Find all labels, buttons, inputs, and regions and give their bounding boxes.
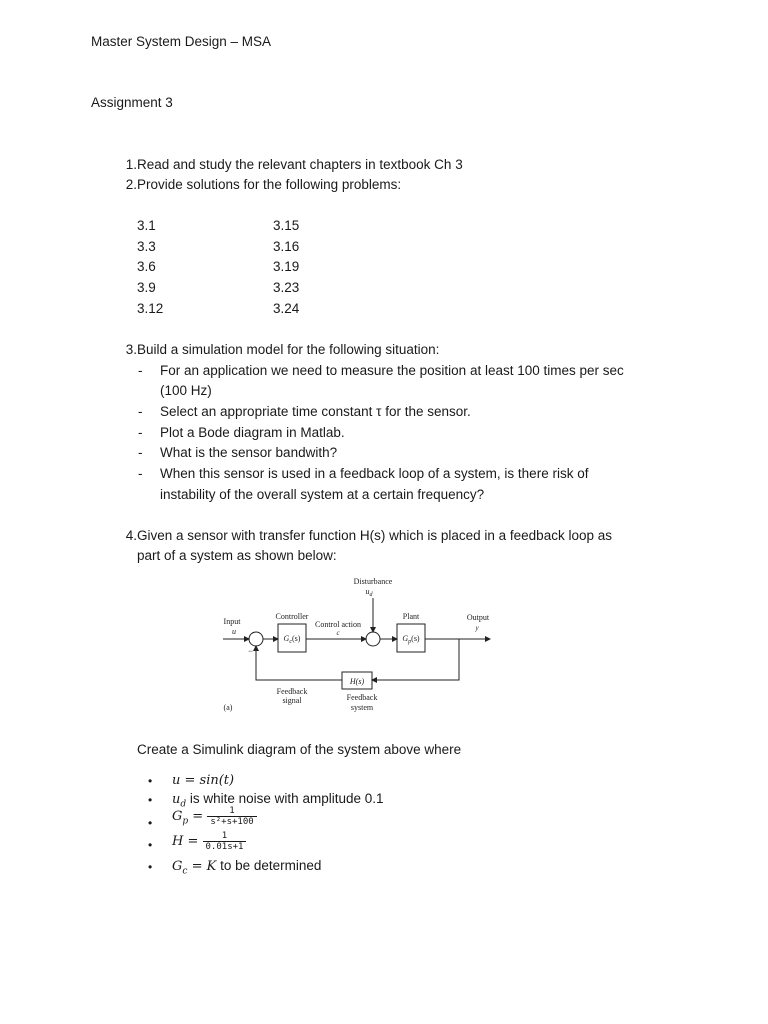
item-4-number: 4. xyxy=(125,528,137,543)
minus-sign: − xyxy=(248,646,254,656)
feedback-signal-label-2: signal xyxy=(282,696,302,705)
disturbance-description: is white noise with amplitude 0.1 xyxy=(186,791,384,806)
simulink-intro: Create a Simulink diagram of the system above where xyxy=(137,742,462,757)
controller-label: Controller xyxy=(275,612,309,621)
subitem-5-line-2: instability of the overall system at a certain frequency? xyxy=(160,487,485,502)
bullet-controller xyxy=(172,858,321,877)
summing-junction-disturbance xyxy=(366,632,380,646)
problem-left-1: 3.1 xyxy=(137,218,156,233)
subitem-1-line-2: (100 Hz) xyxy=(160,383,212,398)
output-symbol: y xyxy=(475,624,479,632)
bullet-plant-equation xyxy=(172,806,257,827)
bullet: • xyxy=(148,838,153,852)
item-4-line-1: Given a sensor with transfer function H(s) which is placed in a feedback loop as xyxy=(137,528,612,543)
assignment-title: Assignment 3 xyxy=(91,95,173,110)
control-action-label: Control action xyxy=(315,620,361,629)
feedback-system-label-1: Feedback xyxy=(346,693,378,702)
subitem-3: Plot a Bode diagram in Matlab. xyxy=(160,425,345,440)
plant-label: Plant xyxy=(402,612,420,621)
bullet: • xyxy=(148,860,153,874)
subitem-dash: - xyxy=(138,466,143,481)
disturbance-label: Disturbance xyxy=(353,577,393,586)
sensor-tf: H(s) xyxy=(349,677,365,686)
bullet: • xyxy=(148,816,153,830)
problem-right-1: 3.15 xyxy=(273,218,300,233)
signal-lines xyxy=(223,598,490,680)
item-1-number: 1. xyxy=(125,157,137,172)
disturbance-symbol: $u_d$ xyxy=(365,587,373,598)
control-action-symbol: c xyxy=(336,629,340,637)
feedback-signal-label-1: Feedback xyxy=(276,687,308,696)
item-2-number: 2. xyxy=(125,177,137,192)
disturbance-var: u xyxy=(172,792,181,807)
equals-sign: = xyxy=(188,809,204,824)
item-2-text: Provide solutions for the following problems: xyxy=(137,177,402,192)
problem-left-5: 3.12 xyxy=(137,301,164,316)
feedback-system-label-2: system xyxy=(350,703,374,712)
figure-caption: (a) xyxy=(223,703,233,712)
sensor-denominator: 0.01s+1 xyxy=(205,842,244,852)
problem-left-4: 3.9 xyxy=(137,280,156,295)
subitem-2: Select an appropriate time constant τ for the sensor. xyxy=(160,404,471,419)
bullet-sensor-equation xyxy=(172,831,246,852)
controller-description: to be determined xyxy=(216,858,322,873)
item-4-line-2: part of a system as shown below: xyxy=(137,548,337,563)
problem-left-2: 3.3 xyxy=(137,239,156,254)
output-label: Output xyxy=(466,613,490,622)
input-label: Input xyxy=(223,617,241,626)
subitem-4: What is the sensor bandwith? xyxy=(160,445,338,460)
plant-subscript: p xyxy=(182,816,189,827)
controller-var: G xyxy=(172,859,183,874)
feedback-block-diagram xyxy=(218,574,498,716)
sensor-fraction xyxy=(203,831,247,852)
problem-right-4: 3.23 xyxy=(273,280,300,295)
bullet: • xyxy=(148,774,153,788)
plant-denominator: s²+s+100 xyxy=(210,817,254,827)
plant-tf: $G_p(s)$ xyxy=(402,634,420,645)
controller-tf: $G_c(s)$ xyxy=(283,634,301,645)
disturbance-subscript: d xyxy=(180,799,187,810)
problem-left-3: 3.6 xyxy=(137,259,156,274)
subitem-dash: - xyxy=(138,363,143,378)
summing-junction-input xyxy=(249,632,263,646)
item-3-number: 3. xyxy=(125,342,137,357)
problem-right-2: 3.16 xyxy=(273,239,300,254)
bullet: • xyxy=(148,793,153,807)
sensor-numerator: 1 xyxy=(203,831,247,842)
input-symbol: u xyxy=(232,627,236,636)
controller-equals-k: = K xyxy=(187,859,217,874)
problem-right-5: 3.24 xyxy=(273,301,300,316)
subitem-dash: - xyxy=(138,425,143,440)
sensor-var: H = xyxy=(172,834,199,849)
item-3-text: Build a simulation model for the following situation: xyxy=(137,342,440,357)
plant-numerator: 1 xyxy=(207,806,256,817)
item-1-text: Read and study the relevant chapters in textbook Ch 3 xyxy=(137,157,463,172)
bullet-input-equation: u = sin(t) xyxy=(172,773,235,788)
subitem-dash: - xyxy=(138,404,143,419)
plant-var: G xyxy=(172,809,183,824)
problem-right-3: 3.19 xyxy=(273,259,300,274)
plant-fraction xyxy=(207,806,256,827)
document-header: Master System Design – MSA xyxy=(91,34,272,49)
subitem-1-line-1: For an application we need to measure the position at least 100 times per sec xyxy=(160,363,624,378)
controller-subscript: c xyxy=(182,866,188,877)
subitem-5-line-1: When this sensor is used in a feedback loop of a system, is there risk of xyxy=(160,466,589,481)
subitem-dash: - xyxy=(138,445,143,460)
